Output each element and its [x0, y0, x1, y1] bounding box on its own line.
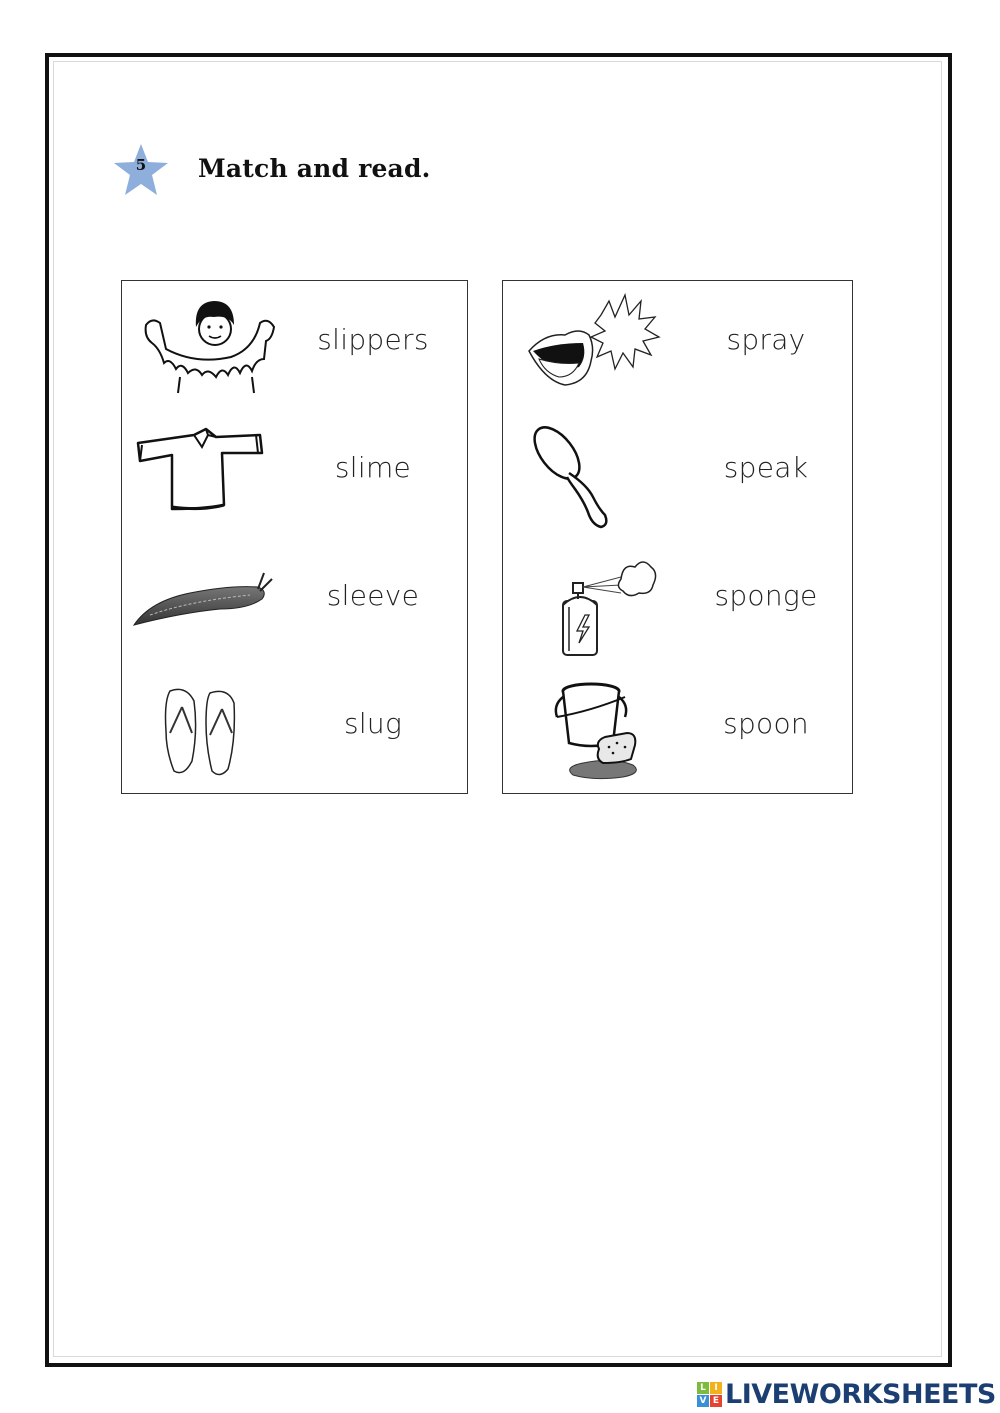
- logo-letter-v: V: [697, 1395, 709, 1407]
- left-matching-panel: [121, 280, 468, 794]
- logo-letter-i: I: [710, 1382, 722, 1394]
- match-row[interactable]: [122, 665, 467, 793]
- match-word[interactable]: spoon: [723, 707, 809, 740]
- match-row[interactable]: [503, 537, 852, 665]
- live-letters-icon: [697, 1382, 722, 1407]
- match-row[interactable]: [122, 281, 467, 409]
- exercise-header: [112, 142, 431, 198]
- match-word[interactable]: sponge: [714, 579, 818, 612]
- page-title: Match and read.: [198, 154, 431, 183]
- boy-with-slime-image[interactable]: [136, 287, 286, 401]
- match-row[interactable]: [122, 409, 467, 537]
- spray-can-image[interactable]: [543, 543, 693, 657]
- match-row[interactable]: [122, 537, 467, 665]
- logo-text: LIVEWORKSHEETS: [725, 1378, 996, 1410]
- sweater-sleeve-image[interactable]: [132, 415, 282, 529]
- liveworksheets-logo[interactable]: [697, 1379, 996, 1409]
- match-row[interactable]: [503, 281, 852, 409]
- slug-image[interactable]: [130, 543, 280, 657]
- match-row[interactable]: [503, 409, 852, 537]
- match-word[interactable]: slug: [343, 707, 403, 740]
- match-word[interactable]: sleeve: [326, 579, 420, 612]
- match-word[interactable]: spray: [726, 323, 806, 356]
- exercise-number: 5: [135, 156, 147, 174]
- logo-letter-e: E: [710, 1395, 722, 1407]
- right-matching-panel: [502, 280, 853, 794]
- match-word[interactable]: speak: [723, 451, 809, 484]
- spoon-image[interactable]: [529, 415, 679, 529]
- bucket-and-sponge-image[interactable]: [543, 671, 693, 785]
- match-row[interactable]: [503, 665, 852, 793]
- match-word[interactable]: slime: [334, 451, 412, 484]
- match-word[interactable]: slippers: [317, 323, 429, 356]
- speaking-mouth-image[interactable]: [525, 287, 675, 401]
- exercise-number-badge: [112, 142, 170, 198]
- logo-letter-l: L: [697, 1382, 709, 1394]
- flip-flop-slippers-image[interactable]: [136, 671, 286, 785]
